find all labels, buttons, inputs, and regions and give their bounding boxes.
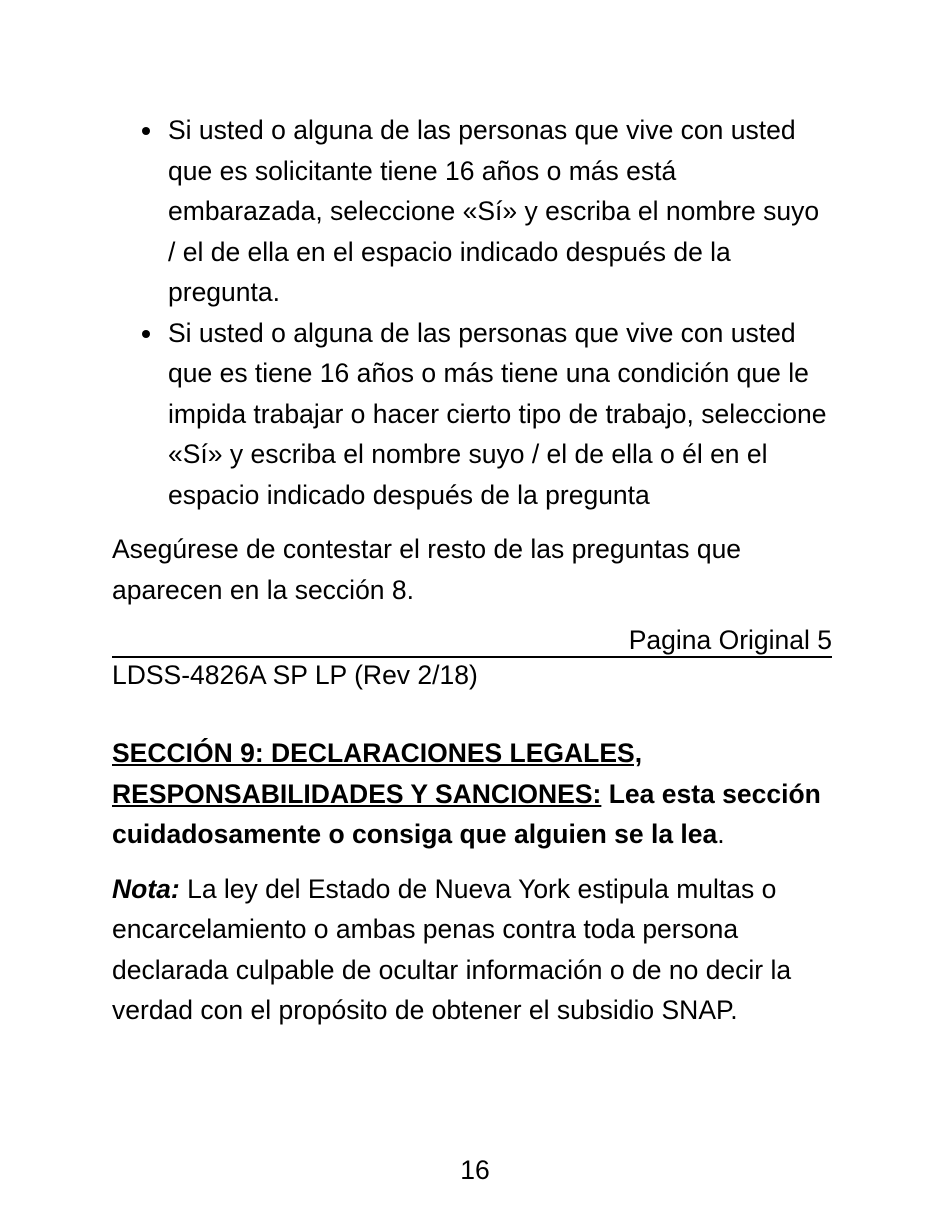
page-number: 16 [460,1155,490,1185]
nota-text: La ley del Estado de Nueva York estipula multas o encarcelamiento o ambas penas contra toda persona declarada culpable de ocultar información o de no decir la verdad con el propósito de obtener el subsidio SNAP. [112,873,792,1025]
document-page [112,110,832,1031]
list-item [112,313,832,516]
nota-paragraph [112,869,832,1031]
section-title: SECCIÓN 9: DECLARACIONES LEGALES, RESPONSABILIDADES Y SANCIONES: [112,738,643,809]
section-instruction: Lea esta sección cuidadosamente o consiga que alguien se la lea [112,778,821,849]
bullet-list [112,110,832,515]
original-page-line [112,624,832,658]
list-item-text: Si usted o alguna de las personas que vive con usted que es solicitante tiene 16 años o más está embarazada, seleccione «Sí» y escriba el nombre suyo / el de ella en el espacio indicado después de la pregunta. [168,115,820,307]
form-code: LDSS-4826A SP LP (Rev 2/18) [112,660,478,690]
bullet-icon [142,330,150,338]
list-item-text: Si usted o alguna de las personas que vive con usted que es tiene 16 años o más tiene una condición que le impida trabajar o hacer cierto tipo de trabajo, seleccione «Sí» y escriba el nombre suyo / el de ella o él en el espacio indicado después de la pregunta [168,317,827,510]
bullet-icon [142,127,150,135]
original-page-label: Pagina Original 5 [628,625,832,655]
section-heading-period: . [717,819,725,849]
reminder-paragraph: Asegúrese de contestar el resto de las preguntas que aparecen en la sección 8. [112,534,742,605]
section-heading [112,733,832,855]
nota-label: Nota: [112,873,180,904]
list-item [112,110,832,313]
